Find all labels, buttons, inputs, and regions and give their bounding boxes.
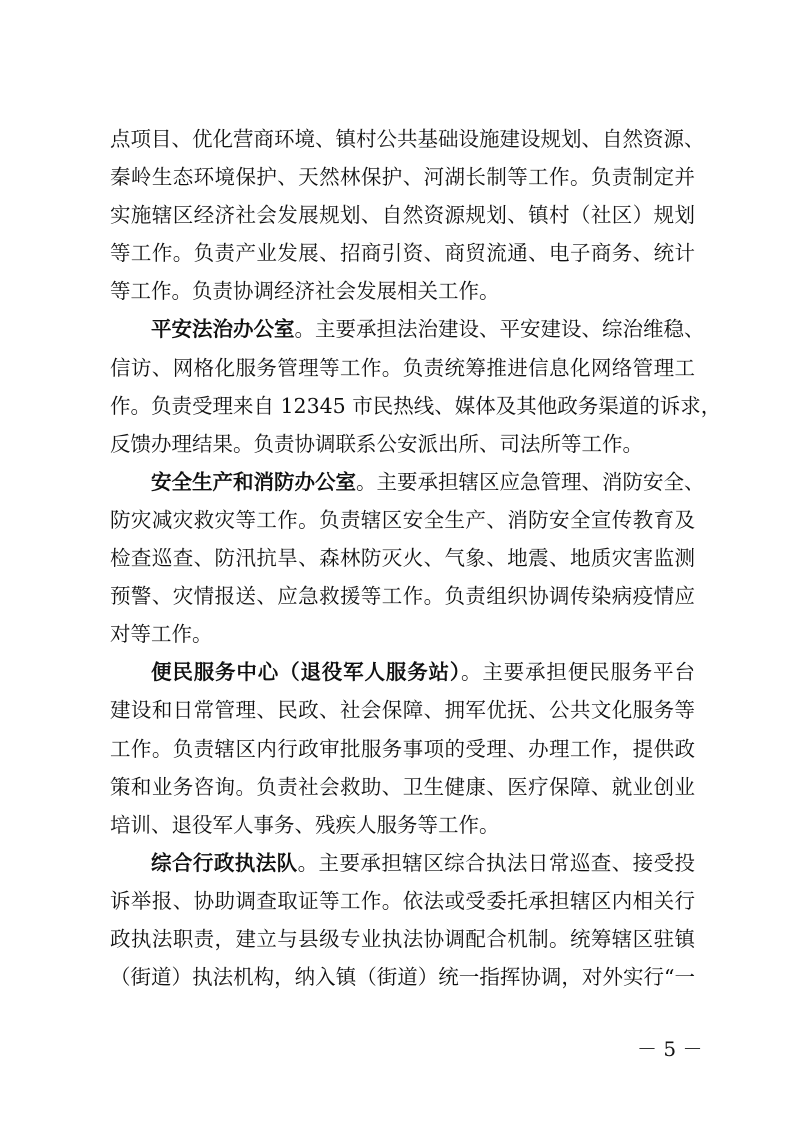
- line-text: 反馈办理结果。负责协调联系公安派出所、司法所等工作。: [110, 431, 643, 456]
- line-text: 点项目、优化营商环境、镇村公共基础设施建设规划、自然资源、: [110, 127, 705, 151]
- line-text: 防灾减灾救灾等工作。负责辖区安全生产、消防安全宣传教育及: [110, 507, 695, 532]
- page-number: － 5 －: [637, 1037, 703, 1061]
- section-heading-line: [110, 463, 705, 501]
- section-heading-line: [110, 844, 695, 882]
- section-heading-line: [110, 653, 695, 691]
- text-line: [110, 920, 695, 958]
- line-text: 。主要承担辖区综合执法日常巡查、接受投: [297, 850, 696, 875]
- section-heading-line: [110, 310, 705, 348]
- section-heading: 安全生产和消防办公室: [151, 469, 356, 494]
- text-line: [110, 615, 695, 653]
- text-line: [110, 958, 695, 996]
- text-line: [110, 196, 695, 234]
- body-text: [110, 120, 722, 996]
- line-text: 等工作。负责协调经济社会发展相关工作。: [110, 279, 500, 304]
- text-line: [110, 349, 695, 387]
- section-heading: 便民服务中心（退役军人服务站）: [151, 660, 461, 685]
- text-line: [110, 882, 695, 920]
- line-text: 秦岭生态环境保护、天然林保护、河湖长制等工作。负责制定并: [110, 165, 695, 190]
- line-text: 工作。负责辖区内行政审批服务事项的受理、办理工作，提供政: [110, 736, 695, 761]
- section-heading: 平安法治办公室: [151, 317, 295, 342]
- text-line: [110, 539, 695, 577]
- line-text: 诉举报、协助调查取证等工作。依法或受委托承担辖区内相关行: [110, 888, 695, 913]
- text-line: [110, 158, 695, 196]
- line-text: 信访、网格化服务管理等工作。负责统筹推进信息化网络管理工: [110, 355, 695, 380]
- section-heading: 综合行政执法队: [151, 850, 298, 875]
- text-line: [110, 272, 695, 310]
- line-text: 检查巡查、防汛抗旱、森林防灭火、气象、地震、地质灾害监测: [110, 546, 695, 571]
- text-line: [110, 691, 695, 729]
- line-text: 等工作。负责产业发展、招商引资、商贸流通、电子商务、统计: [110, 241, 695, 266]
- text-line: [110, 577, 695, 615]
- text-line: [110, 501, 695, 539]
- text-line: [110, 234, 695, 272]
- line-text: 对等工作。: [110, 622, 213, 647]
- line-text: 策和业务咨询。负责社会救助、卫生健康、医疗保障、就业创业: [110, 774, 695, 799]
- line-text: 建设和日常管理、民政、社会保障、拥军优抚、公共文化服务等: [110, 698, 695, 723]
- text-line: [110, 387, 722, 425]
- line-text: 作。负责受理来自 12345 市民热线、媒体及其他政务渠道的诉求，: [110, 393, 722, 418]
- text-line: [110, 806, 695, 844]
- text-line: [110, 768, 695, 806]
- line-text: 。主要承担辖区应急管理、消防安全、: [356, 469, 705, 494]
- text-line: [110, 120, 705, 158]
- line-text: 预警、灾情报送、应急救援等工作。负责组织协调传染病疫情应: [110, 584, 695, 609]
- line-text: 实施辖区经济社会发展规划、自然资源规划、镇村（社区）规划: [110, 203, 695, 228]
- line-text: 。主要承担法治建设、平安建设、综治维稳、: [294, 317, 705, 342]
- line-text: 政执法职责，建立与县级专业执法协调配合机制。统筹辖区驻镇: [110, 926, 695, 951]
- text-line: [110, 425, 695, 463]
- line-text: （街道）执法机构，纳入镇（街道）统一指挥协调，对外实行“一: [110, 965, 695, 990]
- line-text: 。主要承担便民服务平台: [461, 660, 695, 685]
- text-line: [110, 730, 695, 768]
- line-text: 培训、退役军人事务、残疾人服务等工作。: [110, 812, 500, 837]
